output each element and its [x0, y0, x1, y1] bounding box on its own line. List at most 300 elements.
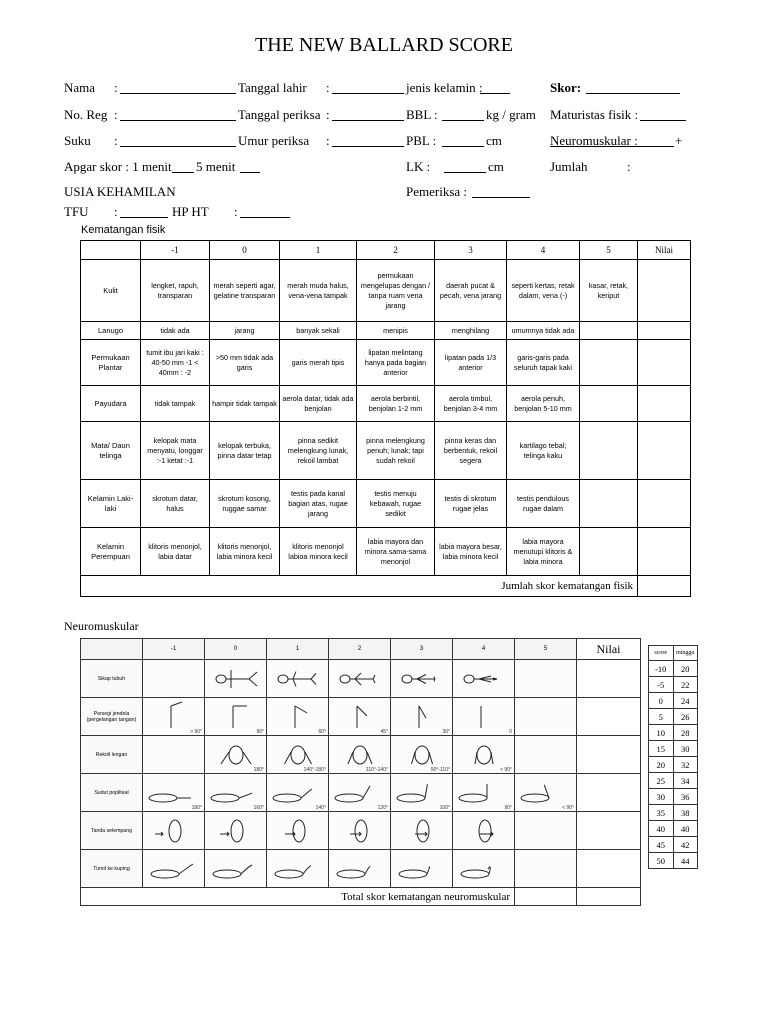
popliteal-figure-icon — [331, 778, 389, 808]
physical-cell: banyak sekali — [280, 322, 357, 340]
weeks-value: 22 — [673, 677, 698, 693]
posture-figure-icon — [455, 664, 513, 694]
physical-cell: labia mayora besar, labia minora kecil — [435, 528, 507, 576]
physical-cell: testis di skrotum rugae jelas — [435, 480, 507, 528]
physical-cell: tumit ibu jari kaki : 40-50 mm -1 < 40mm : -2 — [141, 340, 210, 386]
score-row — [649, 773, 698, 789]
neuro-figure-cell — [143, 660, 205, 698]
physical-cell: kelopak mata menyatu, longgar :-1 ketat :-1 — [141, 422, 210, 480]
physical-cell: skrotum datar, halus — [141, 480, 210, 528]
neuro-header-1: -1 — [143, 639, 205, 660]
tfu-field[interactable] — [120, 205, 168, 218]
physical-row — [81, 528, 691, 576]
physical-cell: aerola timbul, benjolan 3-4 mm — [435, 386, 507, 422]
heel-figure-icon — [393, 854, 451, 884]
skor-field[interactable] — [586, 81, 680, 94]
physical-cell: testis pada kanal bagian atas, rugae jarang — [280, 480, 357, 528]
scarf-figure-icon — [269, 816, 327, 846]
neuro-figure-cell — [267, 774, 329, 812]
neuro-angle-label: < 90° — [500, 767, 512, 773]
neuro-total-row — [81, 888, 641, 906]
neuro-figure-cell — [391, 736, 453, 774]
physical-nilai-cell[interactable] — [638, 340, 691, 386]
popliteal-figure-icon — [269, 778, 327, 808]
physical-nilai-cell[interactable] — [638, 422, 691, 480]
neuro-figure-cell — [267, 736, 329, 774]
apgar-1-field[interactable] — [172, 160, 194, 173]
nama-label: Nama — [64, 80, 96, 95]
heel-figure-icon — [145, 854, 203, 884]
score-row — [649, 677, 698, 693]
no-reg-colon: : — [114, 107, 118, 122]
physical-cell — [580, 480, 638, 528]
neuro-angle-label: 160° — [253, 805, 264, 811]
physical-header-8: Nilai — [638, 241, 691, 260]
physical-nilai-cell[interactable] — [638, 480, 691, 528]
neuro-row — [81, 736, 641, 774]
neuro-total-blank — [515, 888, 577, 906]
neuro-figure-cell — [453, 736, 515, 774]
neuro-angle-label: 30° — [442, 729, 450, 735]
neuro-nilai-cell[interactable] — [577, 660, 641, 698]
weeks-value: 42 — [673, 837, 698, 853]
physical-header-1: -1 — [141, 241, 210, 260]
physical-total-label: Jumlah skor kematangan fisik — [81, 576, 638, 597]
heel-figure-icon — [269, 854, 327, 884]
physical-cell: labia mayora dan minora sama-sama menonjol — [357, 528, 435, 576]
physical-cell — [580, 386, 638, 422]
physical-header-4: 2 — [357, 241, 435, 260]
physical-row — [81, 260, 691, 322]
score-value: 15 — [649, 741, 674, 757]
neuromuskular-field[interactable] — [634, 134, 674, 147]
lk-label: LK : — [406, 159, 431, 174]
tanggal-periksa-field[interactable] — [332, 108, 404, 121]
physical-cell: klitoris menonjol, labia minora kecil — [210, 528, 280, 576]
physical-cell: kasar, retak, keriput — [580, 260, 638, 322]
physical-cell — [580, 528, 638, 576]
score-value: -5 — [649, 677, 674, 693]
neuro-figure-cell — [205, 812, 267, 850]
physical-total-row — [81, 576, 691, 597]
neuro-header-0 — [81, 639, 143, 660]
neuro-figure-cell — [329, 850, 391, 888]
no-reg-label: No. Reg — [64, 107, 108, 122]
weeks-value: 38 — [673, 805, 698, 821]
maturitas-label: Maturistas fisik : — [550, 107, 639, 122]
hpht-label: HP HT — [172, 204, 209, 219]
physical-cell: tidak ada — [141, 322, 210, 340]
jenis-kelamin-field[interactable] — [480, 81, 510, 94]
usia-label: USIA KEHAMILAN — [64, 184, 176, 199]
neuro-header-7: 5 — [515, 639, 577, 660]
umur-periksa-field[interactable] — [332, 134, 404, 147]
neuro-figure-cell — [143, 850, 205, 888]
bbl-field[interactable] — [442, 108, 484, 121]
tanggal-lahir-label: Tanggal lahir — [238, 80, 307, 95]
physical-cell: aerola penuh, benjolan 5-10 mm — [507, 386, 580, 422]
physical-cell: menipis — [357, 322, 435, 340]
physical-cell: pinna melengkung penuh; lunak; tapi sudah rekoil — [357, 422, 435, 480]
wrist-figure-icon — [393, 702, 451, 732]
neuro-figure-cell — [329, 774, 391, 812]
page-title: THE NEW BALLARD SCORE — [255, 34, 513, 56]
neuro-figure-cell — [453, 850, 515, 888]
physical-cell: seperti kertas, retak dalam, vena (-) — [507, 260, 580, 322]
neuro-figure-cell — [205, 698, 267, 736]
scarf-figure-icon — [331, 816, 389, 846]
physical-row — [81, 322, 691, 340]
suku-label: Suku — [64, 133, 91, 148]
physical-heading: Kematangan fisik — [81, 224, 166, 236]
heel-figure-icon — [455, 854, 513, 884]
neuro-figure-cell — [205, 850, 267, 888]
maturity-rating-table — [648, 645, 698, 869]
neuro-header-2: 0 — [205, 639, 267, 660]
tanggal-periksa-colon: : — [326, 107, 330, 122]
neuro-angle-label: 90° — [256, 729, 264, 735]
physical-cell: garis merah tipis — [280, 340, 357, 386]
neuro-criterion: Tanda selempang — [81, 812, 143, 850]
arm-figure-icon — [331, 740, 389, 770]
neuro-angle-label: 90° — [504, 805, 512, 811]
nama-field[interactable] — [120, 81, 236, 94]
arm-figure-icon — [269, 740, 327, 770]
neuro-row — [81, 774, 641, 812]
neuro-angle-label: 0 — [509, 729, 512, 735]
jumlah-colon: : — [627, 159, 631, 174]
umur-periksa-label: Umur periksa — [238, 133, 310, 148]
physical-cell: jarang — [210, 322, 280, 340]
score-row — [649, 741, 698, 757]
wrist-figure-icon — [455, 702, 513, 732]
neuro-angle-label: 60° — [318, 729, 326, 735]
scarf-figure-icon — [393, 816, 451, 846]
physical-cell: klitoris menonjol labioa minora kecil — [280, 528, 357, 576]
arm-figure-icon — [207, 740, 265, 770]
score-value: 0 — [649, 693, 674, 709]
umur-periksa-colon: : — [326, 133, 330, 148]
pbl-field[interactable] — [442, 134, 484, 147]
score-row — [649, 709, 698, 725]
physical-criterion: Kelamin Laki-laki — [81, 480, 141, 528]
tanggal-lahir-colon: : — [326, 80, 330, 95]
physical-header-3: 1 — [280, 241, 357, 260]
neuro-row — [81, 698, 641, 736]
physical-cell: pinna sedikit melengkung lunak, rekoil lambat — [280, 422, 357, 480]
neuro-figure-cell — [515, 660, 577, 698]
physical-header-2: 0 — [210, 241, 280, 260]
score-header-1: minggu — [673, 646, 698, 661]
neuro-figure-cell — [205, 774, 267, 812]
score-header-0: score — [649, 646, 674, 661]
posture-figure-icon — [393, 664, 451, 694]
score-row — [649, 853, 698, 869]
score-value: 25 — [649, 773, 674, 789]
apgar-label: Apgar skor : 1 menit — [64, 159, 172, 174]
tanggal-periksa-label: Tanggal periksa — [238, 107, 321, 122]
physical-cell: kelopak terbuka, pinna datar tetap — [210, 422, 280, 480]
physical-cell — [580, 422, 638, 480]
pbl-label: PBL : — [406, 133, 437, 148]
physical-cell — [580, 322, 638, 340]
neuro-row — [81, 850, 641, 888]
neuro-header-5: 3 — [391, 639, 453, 660]
score-header-row — [649, 646, 698, 661]
tfu-label: TFU — [64, 204, 89, 219]
physical-cell: garis-garis pada seluruh tapak kaki — [507, 340, 580, 386]
physical-cell: labia mayora menutupi klitoris & labia minora — [507, 528, 580, 576]
weeks-value: 40 — [673, 821, 698, 837]
neuro-angle-label: 45° — [380, 729, 388, 735]
physical-row — [81, 340, 691, 386]
neuro-criterion: Sikap tubuh — [81, 660, 143, 698]
wrist-figure-icon — [331, 702, 389, 732]
physical-cell: lipatan pada 1/3 anterior — [435, 340, 507, 386]
physical-header-5: 3 — [435, 241, 507, 260]
neuro-angle-label: < 90° — [562, 805, 574, 811]
neuro-row — [81, 660, 641, 698]
neuro-header-4: 2 — [329, 639, 391, 660]
apgar-5-label: 5 menit — [196, 159, 236, 174]
physical-criterion: Mata/ Daun telinga — [81, 422, 141, 480]
neuro-angle-label: 180° — [191, 805, 202, 811]
neuro-figure-cell — [267, 660, 329, 698]
physical-header-7: 5 — [580, 241, 638, 260]
weeks-value: 28 — [673, 725, 698, 741]
maturitas-field[interactable] — [640, 108, 686, 121]
neuro-figure-cell — [329, 736, 391, 774]
physical-cell: >50 mm tidak ada garis — [210, 340, 280, 386]
neuro-figure-cell — [143, 774, 205, 812]
physical-cell: kartilago tebal; telinga kaku — [507, 422, 580, 480]
skor-label: Skor: — [550, 80, 582, 95]
score-value: 45 — [649, 837, 674, 853]
wrist-figure-icon — [269, 702, 327, 732]
weeks-value: 44 — [673, 853, 698, 869]
physical-cell: daerah pucat & pecah, vena jarang — [435, 260, 507, 322]
physical-header-6: 4 — [507, 241, 580, 260]
pemeriksa-field[interactable] — [472, 185, 530, 198]
score-row — [649, 789, 698, 805]
physical-cell: pinna keras dan berbentuk, rekoil segera — [435, 422, 507, 480]
physical-total-value[interactable] — [638, 576, 691, 597]
score-value: 50 — [649, 853, 674, 869]
neuro-figure-cell — [515, 736, 577, 774]
neuromuscular-table — [80, 638, 641, 906]
physical-cell: lengket, rapuh, transparan — [141, 260, 210, 322]
weeks-value: 24 — [673, 693, 698, 709]
scarf-figure-icon — [145, 816, 203, 846]
neuromuskular-label: Neuromuskular : — [550, 133, 638, 148]
neuro-criterion: Rekoil lengan — [81, 736, 143, 774]
neuro-angle-label: 180° — [253, 767, 264, 773]
wrist-figure-icon — [145, 702, 203, 732]
neuro-criterion: Persegi jendela (pergelangan tangan) — [81, 698, 143, 736]
neuro-total-value[interactable] — [577, 888, 641, 906]
physical-cell: testis menuju kebawah, rugae sedikit — [357, 480, 435, 528]
posture-figure-icon — [207, 664, 265, 694]
arm-figure-icon — [455, 740, 513, 770]
physical-cell: umumnya tidak ada — [507, 322, 580, 340]
neuro-figure-cell — [515, 698, 577, 736]
physical-cell: hampir tidak tampak — [210, 386, 280, 422]
score-value: 10 — [649, 725, 674, 741]
pbl-unit: cm — [486, 133, 502, 148]
neuro-figure-cell — [391, 698, 453, 736]
apgar-5-field[interactable] — [240, 160, 260, 173]
neuro-row — [81, 812, 641, 850]
neuro-figure-cell — [329, 660, 391, 698]
heel-figure-icon — [207, 854, 265, 884]
weeks-value: 34 — [673, 773, 698, 789]
popliteal-figure-icon — [455, 778, 513, 808]
physical-cell: lipatan melintang hanya pada bagian anterior — [357, 340, 435, 386]
neuro-header-3: 1 — [267, 639, 329, 660]
neuro-angle-label: 90°-110° — [430, 767, 450, 773]
score-row — [649, 693, 698, 709]
tanggal-lahir-field[interactable] — [332, 81, 404, 94]
neuro-criterion: Tumit ke kuping — [81, 850, 143, 888]
score-row — [649, 757, 698, 773]
weeks-value: 30 — [673, 741, 698, 757]
no-reg-field[interactable] — [120, 108, 236, 121]
score-value: 20 — [649, 757, 674, 773]
physical-cell: klitoris menonjol, labia datar — [141, 528, 210, 576]
neuro-figure-cell — [267, 850, 329, 888]
neuro-nilai-cell[interactable] — [577, 812, 641, 850]
weeks-value: 36 — [673, 789, 698, 805]
physical-cell: testis pendulous rugae dalam — [507, 480, 580, 528]
neuro-figure-cell — [391, 850, 453, 888]
physical-cell: menghilang — [435, 322, 507, 340]
physical-criterion: Kulit — [81, 260, 141, 322]
physical-cell — [580, 340, 638, 386]
neuro-nilai-cell[interactable] — [577, 850, 641, 888]
neuro-figure-cell — [391, 660, 453, 698]
physical-row — [81, 386, 691, 422]
physical-cell: aerola datar, tidak ada benjolan — [280, 386, 357, 422]
neuro-figure-cell — [267, 812, 329, 850]
hpht-field[interactable] — [240, 205, 290, 218]
neuro-figure-cell — [267, 698, 329, 736]
popliteal-figure-icon — [207, 778, 265, 808]
score-row — [649, 805, 698, 821]
scarf-figure-icon — [455, 816, 513, 846]
suku-colon: : — [114, 133, 118, 148]
physical-maturity-table — [80, 240, 691, 597]
weeks-value: 26 — [673, 709, 698, 725]
hpht-colon: : — [234, 204, 238, 219]
neuro-total-label: Total skor kematangan neuromuskular — [81, 888, 515, 906]
physical-row — [81, 480, 691, 528]
physical-cell: merah muda halus, vena-vena tampak — [280, 260, 357, 322]
neuro-angle-label: 140° — [315, 805, 326, 811]
physical-criterion: Permukaan Plantar — [81, 340, 141, 386]
neuro-figure-cell — [515, 850, 577, 888]
physical-cell: skrotum kosong, ruggae samar — [210, 480, 280, 528]
bbl-unit: kg / gram — [486, 107, 536, 122]
neuro-figure-cell — [515, 812, 577, 850]
neuro-figure-cell — [329, 812, 391, 850]
neuro-angle-label: 110°-140° — [366, 767, 388, 773]
neuro-header-row — [81, 639, 641, 660]
pemeriksa-label: Pemeriksa : — [406, 184, 468, 199]
nama-colon: : — [114, 80, 118, 95]
neuro-angle-label: > 90° — [190, 729, 202, 735]
score-value: 30 — [649, 789, 674, 805]
neuromuskular-plus: + — [675, 133, 683, 148]
neuro-nilai-cell[interactable] — [577, 774, 641, 812]
neuro-angle-label: 100° — [439, 805, 450, 811]
wrist-figure-icon — [207, 702, 265, 732]
physical-cell: merah seperti agar, gelatine transparan — [210, 260, 280, 322]
neuro-figure-cell — [143, 736, 205, 774]
neuro-figure-cell — [143, 698, 205, 736]
jenis-kelamin-label: jenis kelamin : — [406, 80, 483, 95]
lk-field[interactable] — [444, 160, 486, 173]
score-value: -10 — [649, 661, 674, 677]
score-value: 5 — [649, 709, 674, 725]
weeks-value: 20 — [673, 661, 698, 677]
neuro-figure-cell — [391, 774, 453, 812]
physical-row — [81, 422, 691, 480]
neuro-criterion: Sudut popliteal — [81, 774, 143, 812]
neuro-figure-cell — [453, 812, 515, 850]
neuro-figure-cell — [143, 812, 205, 850]
physical-criterion: Lanugo — [81, 322, 141, 340]
score-row — [649, 837, 698, 853]
suku-field[interactable] — [120, 134, 236, 147]
heel-figure-icon — [331, 854, 389, 884]
posture-figure-icon — [269, 664, 327, 694]
score-value: 40 — [649, 821, 674, 837]
neuro-heading: Neuromuskular — [64, 619, 139, 633]
physical-cell: tidak tampak — [141, 386, 210, 422]
jumlah-label: Jumlah — [550, 159, 588, 174]
popliteal-figure-icon — [517, 778, 575, 808]
score-row — [649, 725, 698, 741]
arm-figure-icon — [393, 740, 451, 770]
physical-cell: aerola berbintil, benjolan 1-2 mm — [357, 386, 435, 422]
scarf-figure-icon — [207, 816, 265, 846]
neuro-nilai-cell[interactable] — [577, 736, 641, 774]
physical-nilai-cell[interactable] — [638, 528, 691, 576]
score-row — [649, 821, 698, 837]
physical-header-0 — [81, 241, 141, 260]
physical-nilai-cell[interactable] — [638, 386, 691, 422]
tfu-colon: : — [114, 204, 118, 219]
popliteal-figure-icon — [145, 778, 203, 808]
neuro-header-8: Nilai — [577, 639, 641, 660]
physical-criterion: Kelamin Perempuan — [81, 528, 141, 576]
physical-nilai-cell[interactable] — [638, 260, 691, 322]
lk-unit: cm — [488, 159, 504, 174]
score-row — [649, 661, 698, 677]
weeks-value: 32 — [673, 757, 698, 773]
posture-figure-icon — [331, 664, 389, 694]
bbl-label: BBL : — [406, 107, 438, 122]
neuro-figure-cell — [205, 736, 267, 774]
neuro-figure-cell — [391, 812, 453, 850]
neuro-nilai-cell[interactable] — [577, 698, 641, 736]
physical-nilai-cell[interactable] — [638, 322, 691, 340]
score-value: 35 — [649, 805, 674, 821]
neuro-figure-cell — [329, 698, 391, 736]
physical-header-row — [81, 241, 691, 260]
neuro-angle-label: 120° — [377, 805, 388, 811]
neuro-figure-cell — [453, 660, 515, 698]
